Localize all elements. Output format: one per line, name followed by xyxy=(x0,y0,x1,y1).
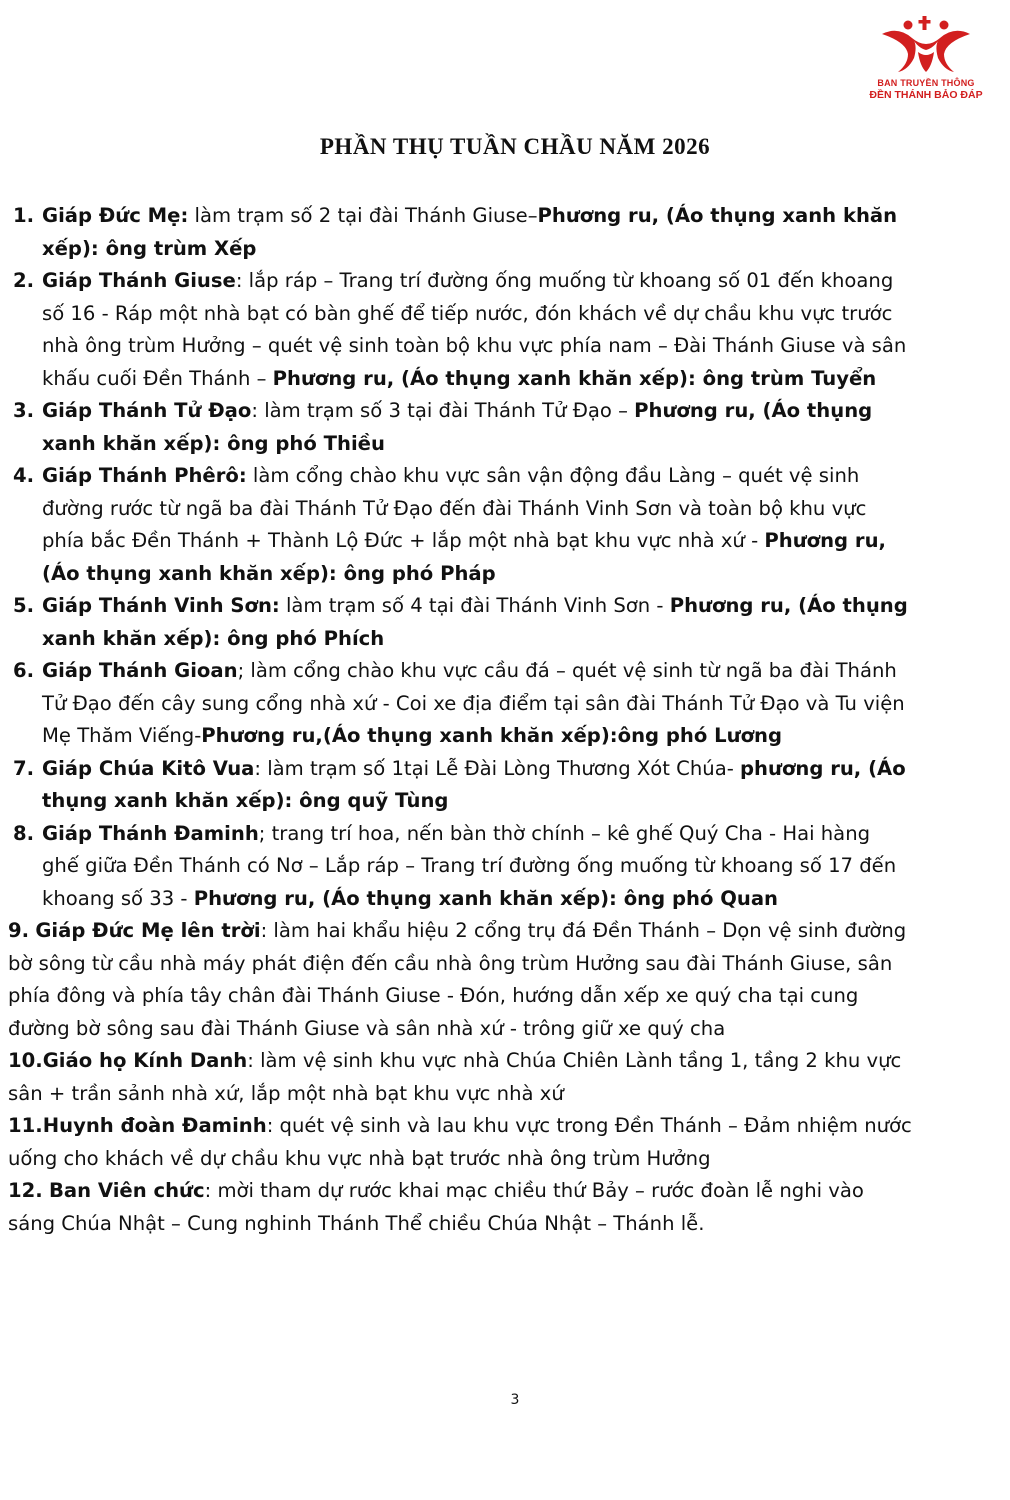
item-name: Giáp Thánh Tử Đạo xyxy=(42,399,252,422)
item-body: : quét vệ sinh và lau khu vực trong Đền Thánh – Đảm nhiệm nước uống cho khách về dự chầu khu vực nhà bạt trước nhà ông trùm Hưởng xyxy=(8,1114,912,1170)
list-item xyxy=(8,265,913,395)
item-name: Giáp Đức Mẹ: xyxy=(42,204,189,227)
item-number: 4. xyxy=(13,464,35,487)
list-item xyxy=(8,200,913,265)
item-number: 9. xyxy=(8,919,30,942)
page-title: PHẦN THỤ TUẦN CHẦU NĂM 2026 xyxy=(319,134,711,159)
item-name: Huynh đoàn Đaminh xyxy=(42,1114,267,1137)
item-body: làm trạm số 4 tại đài Thánh Vinh Sơn - xyxy=(279,594,670,617)
logo xyxy=(866,14,986,114)
item-name: Giáp Thánh Đaminh xyxy=(42,821,259,845)
item-body: làm cổng chào khu vực sân vận động đầu Làng – quét vệ sinh đường rước từ ngã ba đài Thánh Tử Đạo đến đài Thánh Vinh Sơn và toàn bộ khu vực phía bắc Đền Thánh + Thành Lộ Đức + lắp một nhà bạt khu vực nhà xứ - xyxy=(42,464,867,552)
item-number: 5. xyxy=(13,594,35,617)
item-tail: Phương ru, (Áo thụng xanh khăn xếp): ông phó Pháp xyxy=(42,529,886,585)
list-item xyxy=(8,590,913,655)
item-name: Giáp Thánh Phêrô: xyxy=(42,464,247,487)
item-number: 2. xyxy=(13,269,35,292)
logo-emblem-icon xyxy=(878,14,974,76)
item-body: : làm trạm số 1tại Lễ Đài Lòng Thương Xót Chúa- xyxy=(254,756,741,780)
item-name: Giáp Thánh Giuse xyxy=(42,269,236,292)
list-item xyxy=(8,1175,913,1240)
item-body: : làm trạm số 3 tại đài Thánh Tử Đạo – xyxy=(251,399,635,422)
item-tail: Phương ru,(Áo thụng xanh khăn xếp):ông phó Lương xyxy=(201,724,783,747)
logo-text-line2: ĐỀN THÁNH BẢO ĐÁP xyxy=(869,89,983,101)
item-body: ; làm cổng chào khu vực cầu đá – quét vệ sinh từ ngã ba đài Thánh Tử Đạo đến cây sung cổng nhà xứ - Coi xe địa điểm tại sân đài Thánh Tử Đạo và Tu viện Mẹ Thăm Viếng- xyxy=(42,659,905,747)
item-tail: Phương ru, (Áo thụng xanh khăn xếp): ông trùm Tuyển xyxy=(272,366,877,390)
list-item xyxy=(8,460,913,590)
item-tail: Phương ru, (Áo thụng xanh khăn xếp): ông phó Phích xyxy=(42,594,908,650)
item-number: 7. xyxy=(13,756,35,780)
item-name: Giáp Thánh Vinh Sơn: xyxy=(42,594,280,617)
item-tail: Phương ru, (Áo thụng xanh khăn xếp): ông trùm Xếp xyxy=(42,204,898,260)
item-name: Giáp Đức Mẹ lên trời xyxy=(35,919,261,942)
item-body: : mời tham dự rước khai mạc chiều thứ Bảy – rước đoàn lễ nghi vào sáng Chúa Nhật – Cung nghinh Thánh Thể chiều Chúa Nhật – Thánh lễ. xyxy=(8,1179,864,1235)
list-item xyxy=(8,1045,913,1110)
page-number: 3 xyxy=(510,1392,520,1408)
item-body: làm trạm số 2 tại đài Thánh Giuse– xyxy=(188,204,538,227)
list-item xyxy=(8,1110,913,1175)
item-name: Ban Viên chức xyxy=(48,1179,205,1202)
item-number: 6. xyxy=(13,659,35,682)
list-item xyxy=(8,395,913,460)
item-body: ; trang trí hoa, nến bàn thờ chính – kê ghế Quý Cha - Hai hàng ghế giữa Đền Thánh có Nơ – Lắp ráp – Trang trí đường ống muống từ khoang số 17 đến khoang số 33 - xyxy=(42,821,897,910)
item-name: Giáo họ Kính Danh xyxy=(42,1049,248,1072)
item-number: 1. xyxy=(13,204,35,227)
item-number: 3. xyxy=(13,399,35,422)
logo-text-line1: BAN TRUYỀN THÔNG xyxy=(877,78,975,88)
list-item xyxy=(8,818,913,916)
item-tail: Phương ru, (Áo thụng xanh khăn xếp): ông phó Thiều xyxy=(42,399,873,455)
item-name: Giáp Chúa Kitô Vua xyxy=(42,756,255,780)
item-number: 12. xyxy=(8,1179,43,1202)
item-number: 11. xyxy=(8,1114,43,1137)
item-body: : làm hai khẩu hiệu 2 cổng trụ đá Đền Thánh – Dọn vệ sinh đường bờ sông từ cầu nhà máy phát điện đến cầu nhà ông trùm Hưởng sau đài Thánh Giuse, sân phía đông và phía tây chân đài Thánh Giuse - Đón, hướng dẫn xếp xe quý cha tại cung đường bờ sông sau đài Thánh Giuse và sân nhà xứ - trông giữ xe quý cha xyxy=(8,919,907,1040)
item-number: 10. xyxy=(8,1049,43,1072)
list-item xyxy=(8,753,913,818)
item-number: 8. xyxy=(13,821,35,845)
item-body: : làm vệ sinh khu vực nhà Chúa Chiên Lành tầng 1, tầng 2 khu vực sân + trần sảnh nhà xứ, lắp một nhà bạt khu vực nhà xứ xyxy=(8,1049,902,1105)
item-tail: Phương ru, (Áo thụng xanh khăn xếp): ông phó Quan xyxy=(193,886,778,910)
item-body: : lắp ráp – Trang trí đường ống muống từ khoang số 01 đến khoang số 16 - Ráp một nhà bạt có bàn ghế để tiếp nước, đón khách về dự chầu khu vực trước nhà ông trùm Hưởng – quét vệ sinh toàn bộ khu vực phía nam – Đài Thánh Giuse và sân khấu cuối Đền Thánh – xyxy=(42,269,907,390)
assignment-list xyxy=(8,200,913,1240)
list-item xyxy=(8,655,913,753)
list-item xyxy=(8,915,913,1045)
item-tail: phương ru, (Áo thụng xanh khăn xếp): ông quỹ Tùng xyxy=(42,756,906,812)
item-name: Giáp Thánh Gioan xyxy=(42,659,238,682)
